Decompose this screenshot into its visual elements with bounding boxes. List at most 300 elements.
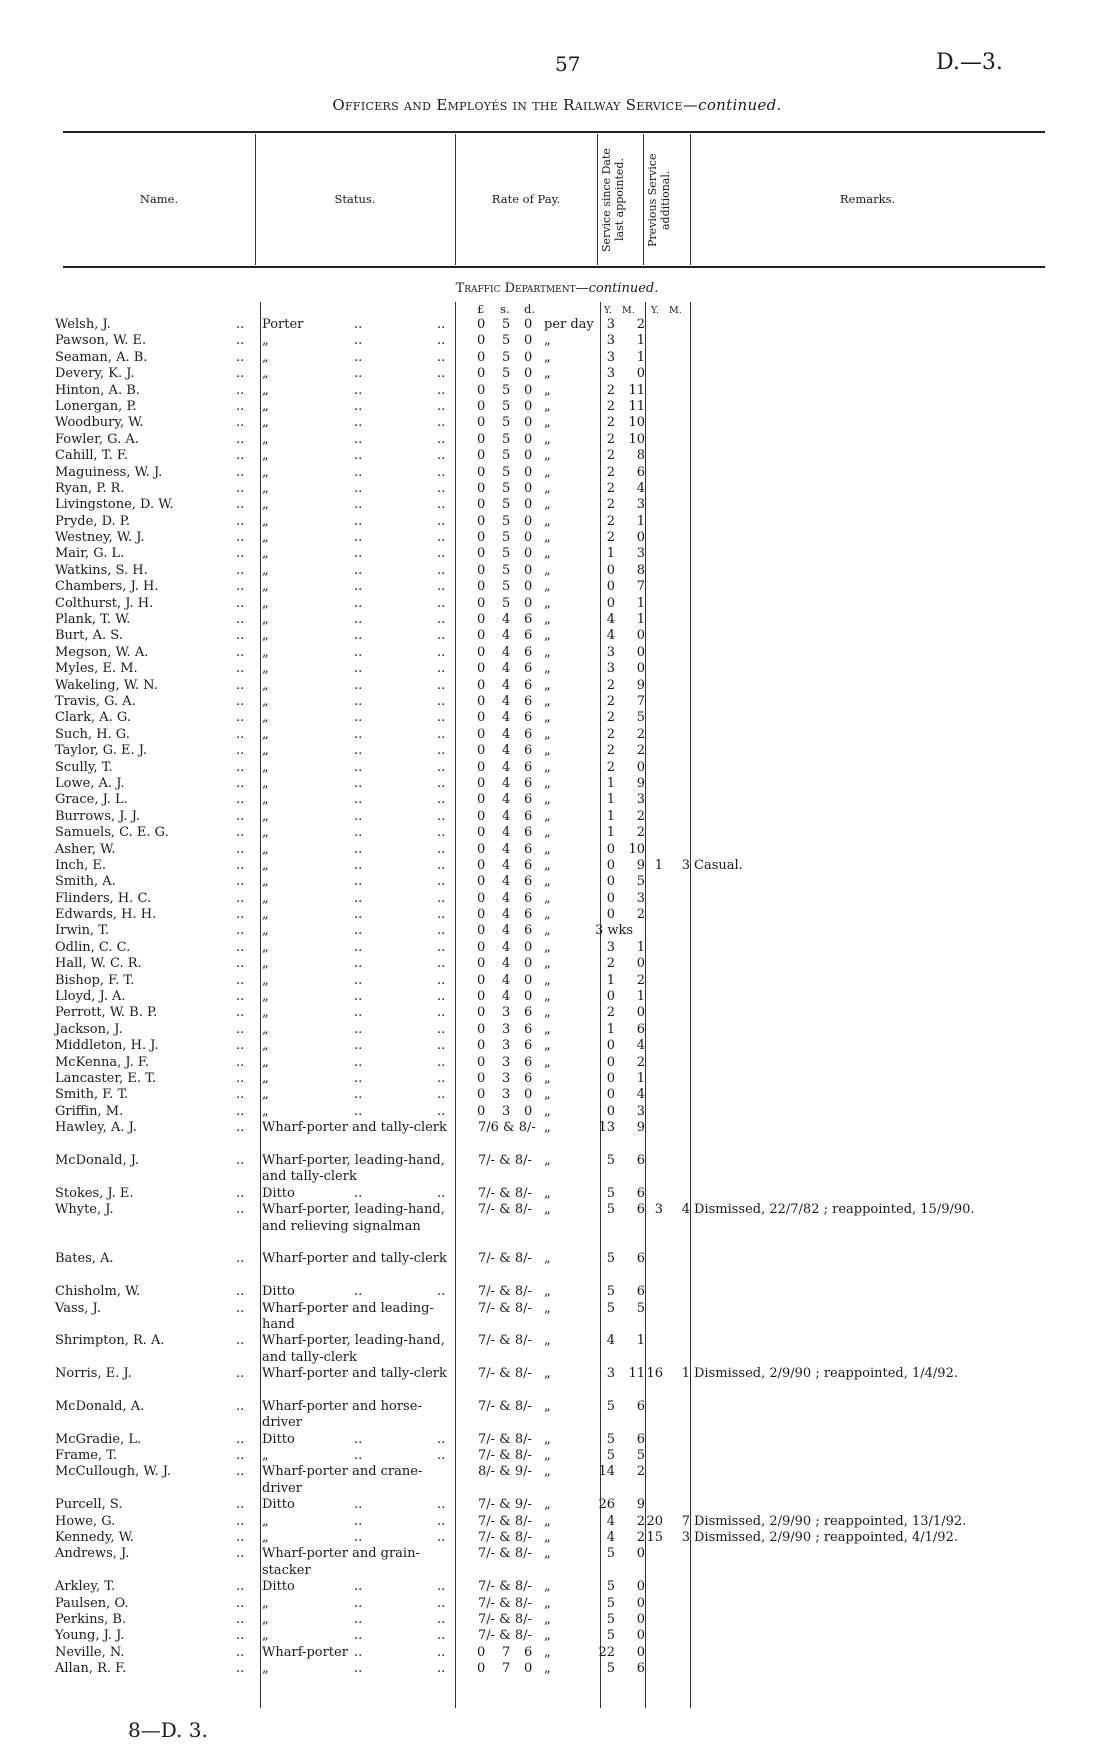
leader-dots: ..: [354, 1103, 363, 1119]
employee-status: „: [262, 1070, 269, 1086]
service-years: 5: [606, 1579, 615, 1595]
employee-status: „: [262, 1612, 269, 1628]
employee-status: Wharf-porter and leading-hand: [262, 1300, 434, 1332]
pay-period: „: [544, 710, 551, 726]
service-months: 0: [636, 1546, 645, 1562]
service-years: 0: [606, 989, 615, 1005]
employee-status: „: [262, 1448, 269, 1464]
pay-period: „: [544, 661, 551, 677]
table-row: [0, 350, 1114, 366]
service-years: 2: [606, 464, 615, 480]
employee-name: Scully, T.: [55, 759, 113, 775]
service-years: 2: [606, 693, 615, 709]
pay-period: „: [544, 1021, 551, 1037]
pay-period: „: [544, 366, 551, 382]
pay-shillings: 4: [502, 972, 511, 988]
pay-period: „: [544, 1284, 551, 1300]
employee-name: Welsh, J.: [55, 317, 111, 332]
service-months: 6: [636, 1284, 645, 1300]
pay-pounds: 0: [477, 398, 486, 414]
service-years: 2: [606, 743, 615, 759]
employee-status: Wharf-porter, leading-hand, and relieving signalman: [262, 1202, 445, 1234]
employee-name: Smith, A.: [55, 874, 116, 890]
pay-pounds: 0: [477, 1005, 486, 1021]
pay-pounds: 0: [477, 317, 486, 332]
employee-name: Westney, W. J.: [55, 530, 145, 546]
pay-pounds: 0: [477, 677, 486, 693]
service-months: 11: [628, 382, 645, 398]
pay-pounds: 0: [477, 382, 486, 398]
pay-pence: 6: [524, 710, 533, 726]
service-months: 6: [636, 1152, 645, 1168]
column-divider: [643, 134, 644, 265]
pay-pence: 6: [524, 923, 533, 939]
service-years: 13: [598, 1120, 615, 1136]
leader-dots: ..: [236, 907, 245, 923]
service-months: 0: [636, 661, 645, 677]
service-months: 0: [636, 1628, 645, 1644]
leader-dots: ..: [236, 857, 245, 873]
employee-name: Woodbury, W.: [55, 415, 144, 431]
pay-amount: 7/- & 8/-: [478, 1202, 532, 1218]
pay-amount: 7/- & 9/-: [478, 1497, 532, 1513]
leader-dots: ..: [354, 1497, 363, 1513]
leader-dots: ..: [236, 677, 245, 693]
leader-dots: ..: [354, 464, 363, 480]
column-header-remarks: Remarks.: [839, 192, 896, 206]
employee-status: Wharf-porter and crane-driver: [262, 1464, 423, 1496]
pay-period: „: [544, 1431, 551, 1447]
leader-dots: ..: [437, 480, 446, 496]
employee-status: „: [262, 825, 269, 841]
employee-status: „: [262, 1103, 269, 1119]
service-months: 2: [636, 808, 645, 824]
service-months: 10: [628, 841, 645, 857]
leader-dots: ..: [437, 1070, 446, 1086]
pay-period: „: [544, 857, 551, 873]
pay-shillings: 5: [502, 382, 511, 398]
remark-text: Dismissed, 2/9/90 ; reappointed, 4/1/92.: [694, 1530, 958, 1546]
table-row: [0, 317, 1114, 333]
employee-status: „: [262, 530, 269, 546]
page-title-continued: —continued.: [682, 96, 782, 114]
pay-shillings: 5: [502, 464, 511, 480]
pay-pounds: 0: [477, 956, 486, 972]
pay-period: „: [544, 1546, 551, 1562]
service-months: 1: [636, 513, 645, 529]
service-years: 3: [606, 1366, 615, 1382]
service-months: 2: [636, 907, 645, 923]
pay-pence: 0: [524, 1661, 533, 1677]
leader-dots: ..: [236, 431, 245, 447]
service-years: 2: [606, 1005, 615, 1021]
leader-dots: ..: [236, 1021, 245, 1037]
service-months: 2: [636, 972, 645, 988]
table-row: [0, 465, 1114, 481]
table-row: [0, 530, 1114, 546]
pay-amount: 7/- & 8/-: [478, 1579, 532, 1595]
pay-shillings: 5: [502, 497, 511, 513]
pay-pence: 0: [524, 366, 533, 382]
pay-shillings: 4: [502, 693, 511, 709]
leader-dots: ..: [354, 1530, 363, 1546]
service-months: 1: [636, 333, 645, 349]
leader-dots: ..: [437, 628, 446, 644]
service-years: 2: [606, 448, 615, 464]
pay-pence: 0: [524, 579, 533, 595]
table-row: [0, 448, 1114, 464]
leader-dots: ..: [354, 874, 363, 890]
leader-dots: ..: [236, 1202, 245, 1218]
pay-amount: 7/- & 8/-: [478, 1448, 532, 1464]
unit-pence: d.: [524, 302, 536, 316]
pay-pence: 0: [524, 1103, 533, 1119]
pay-pounds: 0: [477, 1070, 486, 1086]
service-years: 0: [606, 841, 615, 857]
leader-dots: ..: [236, 939, 245, 955]
table-row: [0, 596, 1114, 612]
leader-dots: ..: [354, 808, 363, 824]
employee-status: Ditto: [262, 1431, 295, 1447]
pay-shillings: 5: [502, 317, 511, 332]
pay-pence: 0: [524, 431, 533, 447]
pay-shillings: 4: [502, 759, 511, 775]
employee-status: Wharf-porter and tally-clerk: [262, 1251, 447, 1267]
table-row: [0, 481, 1114, 497]
service-months: 2: [636, 825, 645, 841]
employee-name: Maguiness, W. J.: [55, 464, 163, 480]
pay-shillings: 4: [502, 710, 511, 726]
table-row: [0, 612, 1114, 628]
pay-shillings: 4: [502, 726, 511, 742]
leader-dots: ..: [354, 1021, 363, 1037]
employee-status: Wharf-porter, leading-hand, and tally-clerk: [262, 1333, 445, 1365]
employee-name: Vass, J.: [55, 1300, 101, 1316]
section-title: [0, 281, 1114, 296]
table-row: [0, 1333, 1114, 1366]
employee-status: „: [262, 349, 269, 365]
pay-pounds: 0: [477, 857, 486, 873]
pay-pounds: 0: [477, 825, 486, 841]
employee-name: McGradie, L.: [55, 1431, 142, 1447]
leader-dots: ..: [437, 1087, 446, 1103]
table-row: [0, 891, 1114, 907]
pay-shillings: 5: [502, 366, 511, 382]
service-months: 9: [636, 677, 645, 693]
leader-dots: ..: [236, 612, 245, 628]
pay-period: „: [544, 628, 551, 644]
pay-amount: 7/6 & 8/-: [478, 1120, 536, 1136]
pay-period: „: [544, 890, 551, 906]
leader-dots: ..: [354, 1005, 363, 1021]
service-months: 2: [636, 1054, 645, 1070]
employee-status: „: [262, 1661, 269, 1677]
table-row: [0, 1251, 1114, 1284]
service-years: 1: [606, 808, 615, 824]
pay-pence: 0: [524, 398, 533, 414]
table-row: [0, 1186, 1114, 1202]
table-row: [0, 1366, 1114, 1399]
leader-dots: ..: [437, 398, 446, 414]
pay-period: „: [544, 1038, 551, 1054]
table-row: [0, 710, 1114, 726]
pay-pence: 6: [524, 808, 533, 824]
pay-pounds: 0: [477, 464, 486, 480]
employee-name: Livingstone, D. W.: [55, 497, 174, 513]
table-row: [0, 383, 1114, 399]
pay-period: „: [544, 923, 551, 939]
employee-name: Asher, W.: [55, 841, 116, 857]
employee-name: Inch, E.: [55, 857, 107, 873]
leader-dots: ..: [236, 710, 245, 726]
leader-dots: ..: [236, 759, 245, 775]
employee-status: „: [262, 956, 269, 972]
pay-pounds: 0: [477, 349, 486, 365]
employee-status: „: [262, 989, 269, 1005]
service-months: 2: [636, 1530, 645, 1546]
pay-pence: 6: [524, 1021, 533, 1037]
pay-period: „: [544, 726, 551, 742]
employee-status: „: [262, 644, 269, 660]
table-row: [0, 628, 1114, 644]
service-years: 1: [606, 1021, 615, 1037]
pay-pence: 6: [524, 792, 533, 808]
pay-period: „: [544, 972, 551, 988]
leader-dots: ..: [354, 726, 363, 742]
employee-status: „: [262, 890, 269, 906]
service-years: 5: [606, 1628, 615, 1644]
leader-dots: ..: [354, 497, 363, 513]
employee-status: „: [262, 1021, 269, 1037]
service-months: 3: [636, 546, 645, 562]
pay-shillings: 4: [502, 792, 511, 808]
pay-pence: 0: [524, 349, 533, 365]
leader-dots: ..: [354, 857, 363, 873]
pay-amount: 7/- & 8/-: [478, 1530, 532, 1546]
leader-dots: ..: [236, 693, 245, 709]
pay-period: „: [544, 530, 551, 546]
employee-status: „: [262, 562, 269, 578]
leader-dots: ..: [354, 710, 363, 726]
employee-name: Colthurst, J. H.: [55, 595, 154, 611]
leader-dots: ..: [437, 661, 446, 677]
service-years: 5: [606, 1546, 615, 1562]
previous-months: 4: [681, 1202, 690, 1218]
service-years: 1: [606, 825, 615, 841]
leader-dots: ..: [354, 333, 363, 349]
employee-name: Frame, T.: [55, 1448, 118, 1464]
pay-pounds: 0: [477, 792, 486, 808]
pay-period: „: [544, 513, 551, 529]
pay-pence: 6: [524, 759, 533, 775]
employee-status: Ditto: [262, 1497, 295, 1513]
pay-period: „: [544, 1300, 551, 1316]
page-number: 57: [555, 52, 581, 76]
leader-dots: ..: [354, 448, 363, 464]
table-row: [0, 1530, 1114, 1546]
table-row: [0, 333, 1114, 349]
employee-status: „: [262, 808, 269, 824]
leader-dots: ..: [437, 1497, 446, 1513]
leader-dots: ..: [236, 841, 245, 857]
employee-status: „: [262, 1038, 269, 1054]
document-reference: D.—3.: [936, 50, 1003, 75]
employee-status: „: [262, 579, 269, 595]
employee-name: Taylor, G. E. J.: [55, 743, 148, 759]
employee-status: „: [262, 480, 269, 496]
service-years: 22: [598, 1644, 615, 1660]
service-months: 3: [636, 1103, 645, 1119]
service-months: 6: [636, 1021, 645, 1037]
employee-name: Samuels, C. E. G.: [55, 825, 169, 841]
leader-dots: ..: [437, 595, 446, 611]
unit-pound: £: [477, 302, 485, 316]
service-months: 11: [628, 1366, 645, 1382]
leader-dots: ..: [354, 661, 363, 677]
table-row: [0, 874, 1114, 890]
pay-amount: 7/- & 8/-: [478, 1300, 532, 1316]
pay-period: „: [544, 1054, 551, 1070]
employee-name: Pryde, D. P.: [55, 513, 131, 529]
pay-shillings: 4: [502, 923, 511, 939]
previous-years: 20: [646, 1513, 663, 1529]
remark-text: Casual.: [694, 857, 743, 873]
service-months: 6: [636, 1398, 645, 1414]
pay-period: „: [544, 1070, 551, 1086]
pay-shillings: 3: [502, 1103, 511, 1119]
pay-shillings: 3: [502, 1087, 511, 1103]
service-months: 11: [628, 398, 645, 414]
leader-dots: ..: [236, 366, 245, 382]
header-bottom-rule: [63, 266, 1045, 268]
pay-shillings: 5: [502, 448, 511, 464]
employee-status: „: [262, 972, 269, 988]
service-months: 6: [636, 1185, 645, 1201]
employee-name: Shrimpton, R. A.: [55, 1333, 165, 1349]
service-months: 8: [636, 448, 645, 464]
pay-pence: 0: [524, 989, 533, 1005]
leader-dots: ..: [236, 1398, 245, 1414]
leader-dots: ..: [437, 644, 446, 660]
table-row: [0, 1448, 1114, 1464]
pay-pounds: 0: [477, 448, 486, 464]
pay-shillings: 5: [502, 530, 511, 546]
leader-dots: ..: [437, 382, 446, 398]
remark-text: Dismissed, 2/9/90 ; reappointed, 1/4/92.: [694, 1366, 958, 1382]
employee-name: Seaman, A. B.: [55, 349, 148, 365]
leader-dots: ..: [236, 1054, 245, 1070]
service-years: 0: [606, 562, 615, 578]
pay-period: „: [544, 1005, 551, 1021]
pay-pence: 6: [524, 628, 533, 644]
leader-dots: ..: [354, 1284, 363, 1300]
leader-dots: ..: [437, 857, 446, 873]
pay-period: „: [544, 759, 551, 775]
leader-dots: ..: [437, 1054, 446, 1070]
leader-dots: ..: [236, 1333, 245, 1349]
table-row: [0, 1202, 1114, 1251]
service-months: 5: [636, 710, 645, 726]
pay-shillings: 4: [502, 677, 511, 693]
table-row: [0, 1038, 1114, 1054]
table-row: [0, 1087, 1114, 1103]
leader-dots: ..: [236, 1251, 245, 1267]
service-months: 1: [636, 612, 645, 628]
leader-dots: ..: [354, 989, 363, 1005]
pay-amount: 8/- & 9/-: [478, 1464, 532, 1480]
pay-pence: 0: [524, 562, 533, 578]
employee-name: Middleton, H. J.: [55, 1038, 159, 1054]
leader-dots: ..: [236, 956, 245, 972]
pay-shillings: 5: [502, 579, 511, 595]
leader-dots: ..: [354, 1579, 363, 1595]
leader-dots: ..: [354, 398, 363, 414]
pay-period: „: [544, 989, 551, 1005]
table-row: [0, 1596, 1114, 1612]
leader-dots: ..: [437, 562, 446, 578]
table-row: [0, 432, 1114, 448]
leader-dots: ..: [236, 497, 245, 513]
leader-dots: ..: [354, 349, 363, 365]
leader-dots: ..: [354, 939, 363, 955]
pay-period: „: [544, 595, 551, 611]
pay-shillings: 5: [502, 398, 511, 414]
pay-shillings: 3: [502, 1005, 511, 1021]
leader-dots: ..: [437, 1612, 446, 1628]
service-years: 4: [606, 1513, 615, 1529]
table-row: [0, 1497, 1114, 1513]
leader-dots: ..: [437, 939, 446, 955]
pay-amount: 7/- & 8/-: [478, 1628, 532, 1644]
service-years: 5: [606, 1612, 615, 1628]
leader-dots: ..: [236, 1038, 245, 1054]
leader-dots: ..: [437, 874, 446, 890]
leader-dots: ..: [354, 1070, 363, 1086]
table-row: [0, 1022, 1114, 1038]
table-row: [0, 514, 1114, 530]
table-row: [0, 661, 1114, 677]
pay-period: „: [544, 1579, 551, 1595]
service-years: 0: [606, 857, 615, 873]
service-months: 9: [636, 775, 645, 791]
employee-status: „: [262, 431, 269, 447]
pay-period: „: [544, 415, 551, 431]
leader-dots: ..: [236, 808, 245, 824]
table-row: [0, 809, 1114, 825]
table-row: [0, 1055, 1114, 1071]
leader-dots: ..: [437, 333, 446, 349]
service-years: 5: [606, 1185, 615, 1201]
leader-dots: ..: [437, 693, 446, 709]
pay-shillings: 5: [502, 595, 511, 611]
service-months: 0: [636, 956, 645, 972]
leader-dots: ..: [354, 612, 363, 628]
employee-status: Wharf-porter and tally-clerk: [262, 1366, 447, 1382]
table-row: [0, 1546, 1114, 1579]
pay-pounds: 0: [477, 726, 486, 742]
pay-amount: 7/- & 8/-: [478, 1366, 532, 1382]
service-months: 2: [636, 317, 645, 332]
pay-period: „: [544, 1513, 551, 1529]
employee-status: „: [262, 1513, 269, 1529]
service-months: 0: [636, 628, 645, 644]
service-months: 9: [636, 1120, 645, 1136]
employee-name: Myles, E. M.: [55, 661, 138, 677]
leader-dots: ..: [437, 366, 446, 382]
service-months: 0: [636, 1644, 645, 1660]
leader-dots: ..: [236, 1448, 245, 1464]
pay-shillings: 7: [502, 1644, 511, 1660]
